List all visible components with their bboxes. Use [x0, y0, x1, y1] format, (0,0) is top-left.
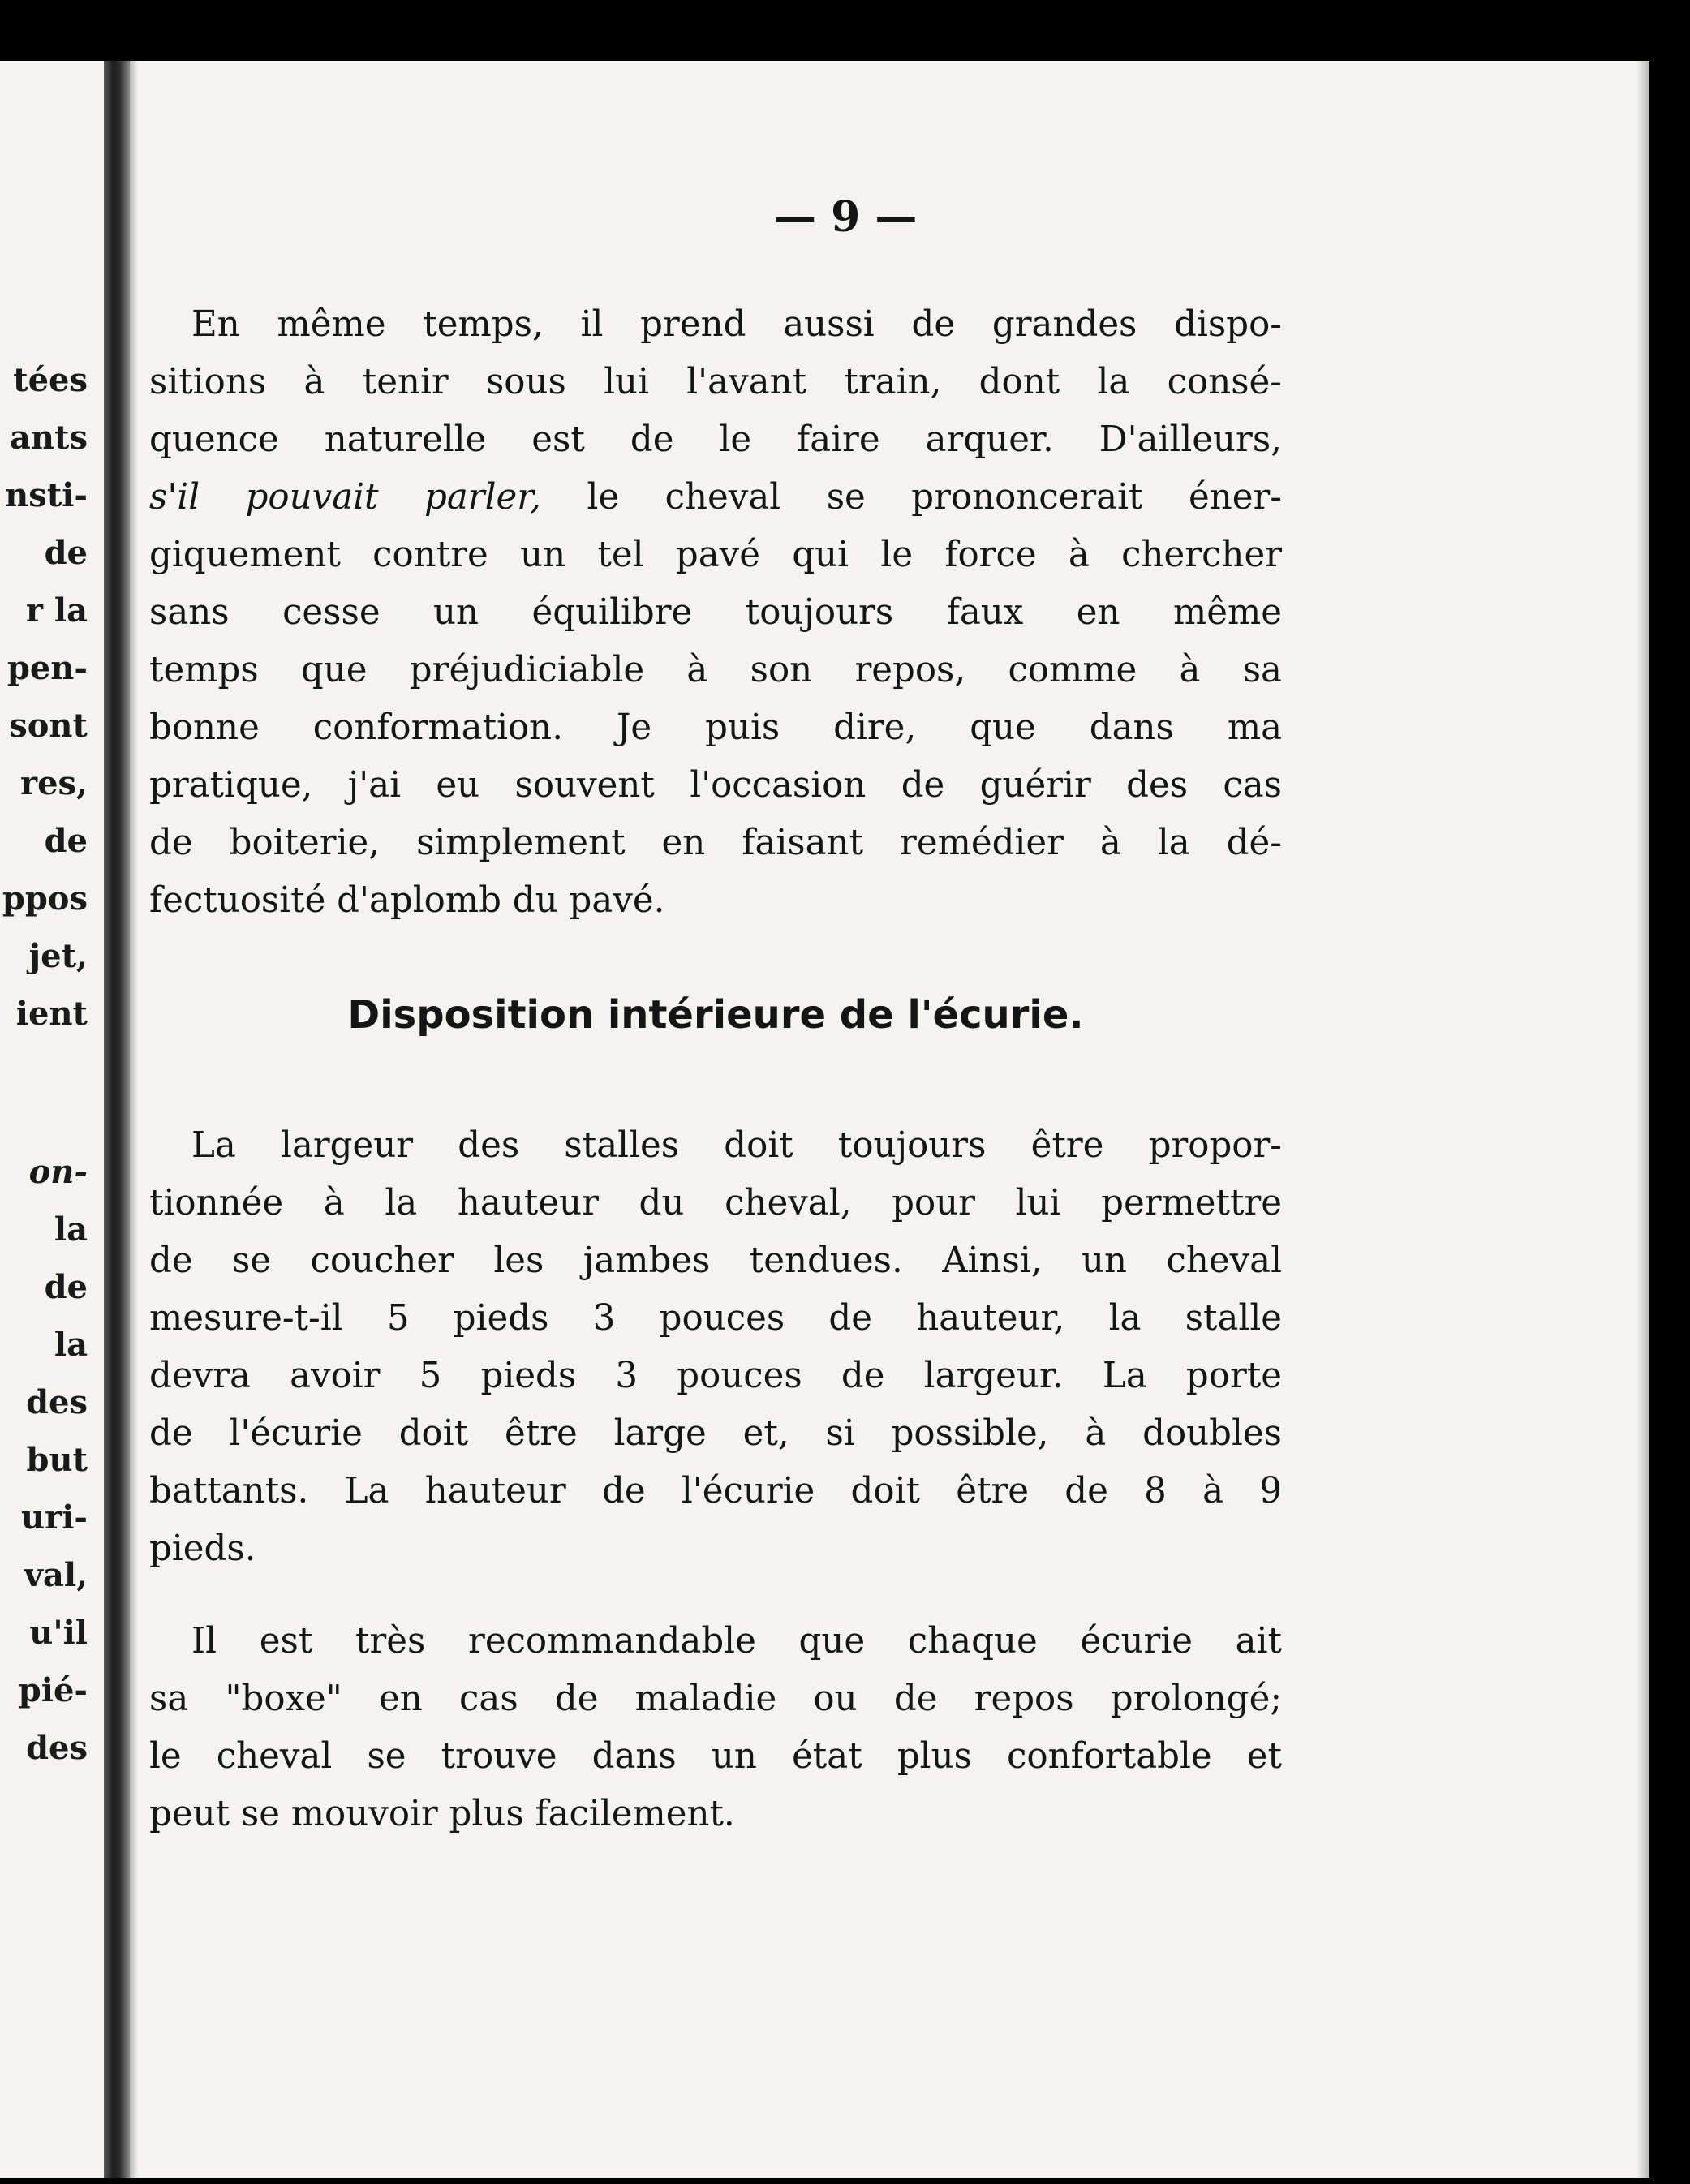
italic-phrase: s'il pouvait parler,: [149, 477, 542, 518]
fragment-line: r la: [25, 591, 88, 630]
fragment-line: u'il: [29, 1614, 88, 1652]
text-line: pieds.: [149, 1528, 256, 1569]
facing-page-fragments: [0, 351, 88, 1777]
text-line: battants. La hauteur de l'écurie doit être de 8 à 9: [149, 1471, 1282, 1511]
fragment-line: la: [54, 1210, 88, 1249]
text-line: sitions à tenir sous lui l'avant train, dont la consé-: [149, 362, 1282, 402]
text-line: La largeur des stalles doit toujours être propor-: [191, 1125, 1282, 1166]
text-line: Il est très recommandable que chaque écurie ait: [191, 1621, 1282, 1662]
fragment-line: des: [26, 1383, 88, 1421]
paragraph-2: [149, 1117, 1282, 1578]
page-edge-shadow: [1636, 61, 1649, 2178]
text-line: sans cesse un équilibre toujours faux en même: [149, 592, 1282, 633]
fragment-line: nsti-: [5, 476, 88, 514]
text-line: bonne conformation. Je puis dire, que dans ma: [149, 707, 1282, 748]
text-line: temps que préjudiciable à son repos, comme à sa: [149, 650, 1282, 690]
section-heading: Disposition intérieure de l'écurie.: [347, 992, 1084, 1038]
fragment-line: pié-: [18, 1671, 88, 1709]
fragment-line: uri-: [21, 1498, 88, 1537]
text-line: giquement contre un tel pavé qui le force à chercher: [149, 535, 1282, 575]
text-line: de boiterie, simplement en faisant remédier à la dé-: [149, 823, 1282, 863]
fragment-line: pen-: [6, 649, 88, 687]
fragment-line: ppos: [2, 879, 88, 918]
text-line: En même temps, il prend aussi de grandes dispo-: [191, 304, 1282, 345]
fragment-gap: [0, 1043, 88, 1143]
fragment-line: on-: [28, 1153, 88, 1191]
fragment-line: de: [44, 534, 88, 572]
fragment-line: de: [44, 822, 88, 860]
text-line: fectuosité d'aplomb du pavé.: [149, 880, 665, 921]
text-line: le cheval se trouve dans un état plus confortable et: [149, 1736, 1282, 1777]
binding-gutter: [104, 61, 130, 2178]
text-line: tionnée à la hauteur du cheval, pour lui permettre: [149, 1183, 1282, 1223]
fragment-line: des: [26, 1729, 88, 1767]
paragraph-3: [149, 1613, 1282, 1843]
fragment-line: sont: [9, 707, 88, 745]
text-line: devra avoir 5 pieds 3 pouces de largeur. La porte: [149, 1356, 1282, 1396]
gutter-shadow: [130, 61, 138, 2178]
fragment-line: tées: [13, 361, 88, 399]
text-line: de l'écurie doit être large et, si possible, à doubles: [149, 1413, 1282, 1454]
text-line: peut se mouvoir plus facilement.: [149, 1794, 735, 1834]
page-number: — 9 —: [774, 192, 918, 242]
paragraph-1: [149, 296, 1282, 930]
text-line: de se coucher les jambes tendues. Ainsi, un cheval: [149, 1240, 1282, 1281]
fragment-line: val,: [24, 1556, 88, 1594]
fragment-line: res,: [20, 764, 88, 802]
text-line: pratique, j'ai eu souvent l'occasion de guérir des cas: [149, 765, 1282, 806]
text-line-mixed: [149, 469, 1282, 527]
fragment-line: ient: [15, 995, 88, 1033]
fragment-line: la: [54, 1326, 88, 1364]
fragment-line: ants: [10, 419, 88, 457]
text-line: quence naturelle est de le faire arquer. D'ailleurs,: [149, 419, 1282, 460]
text-line: mesure-t-il 5 pieds 3 pouces de hauteur, la stalle: [149, 1298, 1282, 1339]
text-run: le cheval se prononcerait éner-: [541, 477, 1282, 518]
fragment-line: jet,: [28, 937, 88, 975]
scanned-page: [0, 61, 1649, 2178]
fragment-line: de: [44, 1268, 88, 1306]
text-line: sa "boxe" en cas de maladie ou de repos prolongé;: [149, 1679, 1282, 1719]
fragment-line: but: [26, 1441, 88, 1479]
